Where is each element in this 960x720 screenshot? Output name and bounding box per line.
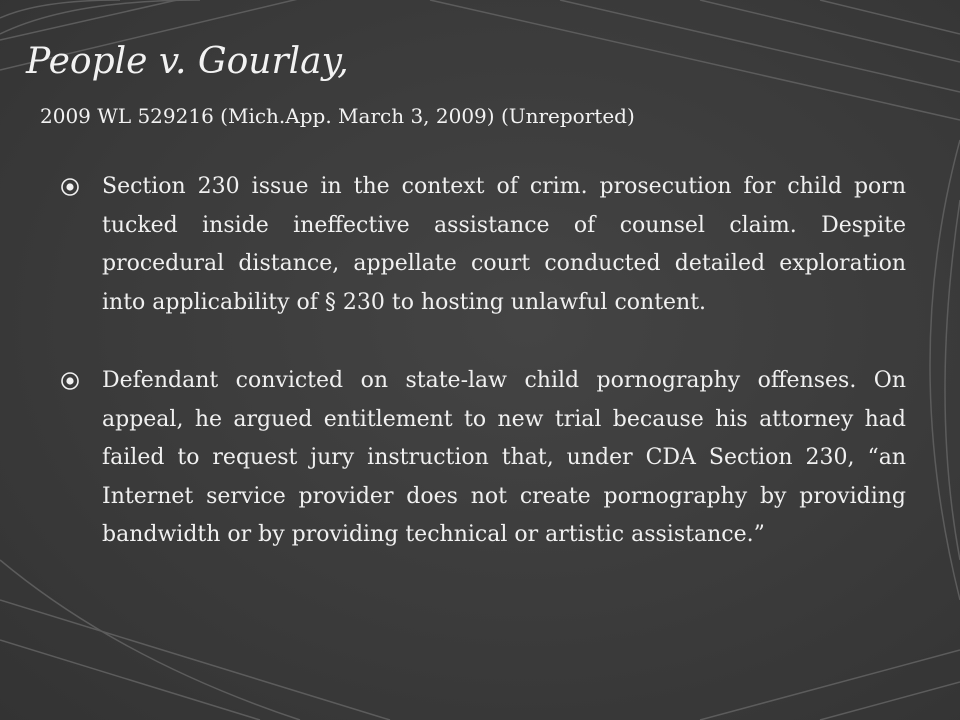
bullet-text: Section 230 issue in the context of crim. prosecution for child porn tucked inside ineffective assistance of counsel claim. Despite procedural distance, appellate court conducted detailed exploration into applicability of § 230 to hosting unlawful content. bbox=[102, 174, 906, 315]
bullet-item bbox=[60, 362, 906, 555]
circled-bullet-icon bbox=[60, 371, 80, 391]
bullet-list bbox=[60, 168, 906, 555]
bullet-text: Defendant convicted on state-law child pornography offenses. On appeal, he argued entitlement to new trial because his attorney had failed to request jury instruction that, under CDA Section 230, “an Internet service provider does not create pornography by providing bandwidth or by providing technical or artistic assistance.” bbox=[102, 368, 906, 547]
slide-title: People v. Gourlay, bbox=[26, 41, 349, 82]
bullet-item bbox=[60, 168, 906, 322]
slide-subtitle-citation: 2009 WL 529216 (Mich.App. March 3, 2009) (Unreported) bbox=[40, 104, 635, 128]
circled-bullet-icon bbox=[60, 177, 80, 197]
